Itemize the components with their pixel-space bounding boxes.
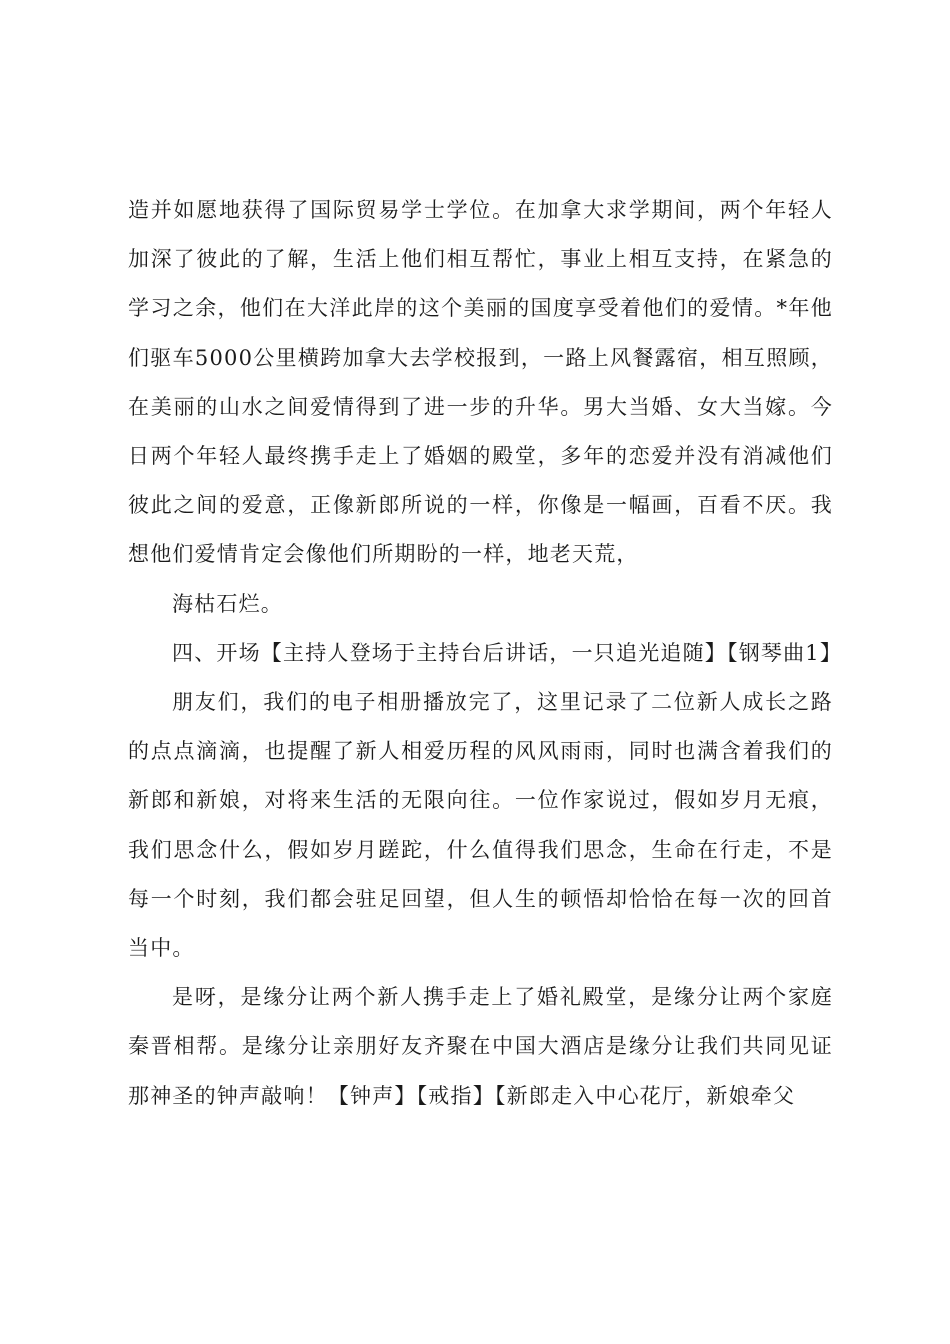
paragraph-love-story-end: 海枯石烂。: [172, 591, 283, 616]
paragraph-fate: 是呀，是缘分让两个新人携手走上了婚礼殿堂，是缘分让两个家庭秦晋相帮。是缘分让亲朋好友齐聚在中国大酒店是缘分让我们共同见证那神圣的钟声敲响！【钟声】【戒指】【新郎走入中心花厅，新娘牵父: [128, 985, 833, 1108]
document-body: [128, 186, 843, 1121]
paragraph-love-story: 造并如愿地获得了国际贸易学士学位。在加拿大求学期间，两个年轻人加深了彼此的了解，生活上他们相互帮忙，事业上相互支持，在紧急的学习之余，他们在大洋此岸的这个美丽的国度享受着他们的爱情。*年他们驱车5000公里横跨加拿大去学校报到，一路上风餐露宿，相互照顾，在美丽的山水之间爱情得到了进一步的升华。男大当婚、女大当嫁。今日两个年轻人最终携手走上了婚姻的殿堂，多年的恋爱并没有消减他们彼此之间的爱意，正像新郎所说的一样，你像是一幅画，百看不厌。我想他们爱情肯定会像他们所期盼的一样，地老天荒，: [128, 198, 833, 567]
paragraph-host-speech: 朋友们，我们的电子相册播放完了，这里记录了二位新人成长之路的点点滴滴，也提醒了新人相爱历程的风风雨雨，同时也满含着我们的新郎和新娘，对将来生活的无限向往。一位作家说过，假如岁月无痕，我们思念什么，假如岁月蹉跎，什么值得我们思念，生命在行走，不是每一个时刻，我们都会驻足回望，但人生的顿悟却恰恰在每一次的回首当中。: [128, 690, 833, 961]
section-heading-opening: 四、开场【主持人登场于主持台后讲话，一只追光追随】【钢琴曲1】: [172, 640, 843, 665]
